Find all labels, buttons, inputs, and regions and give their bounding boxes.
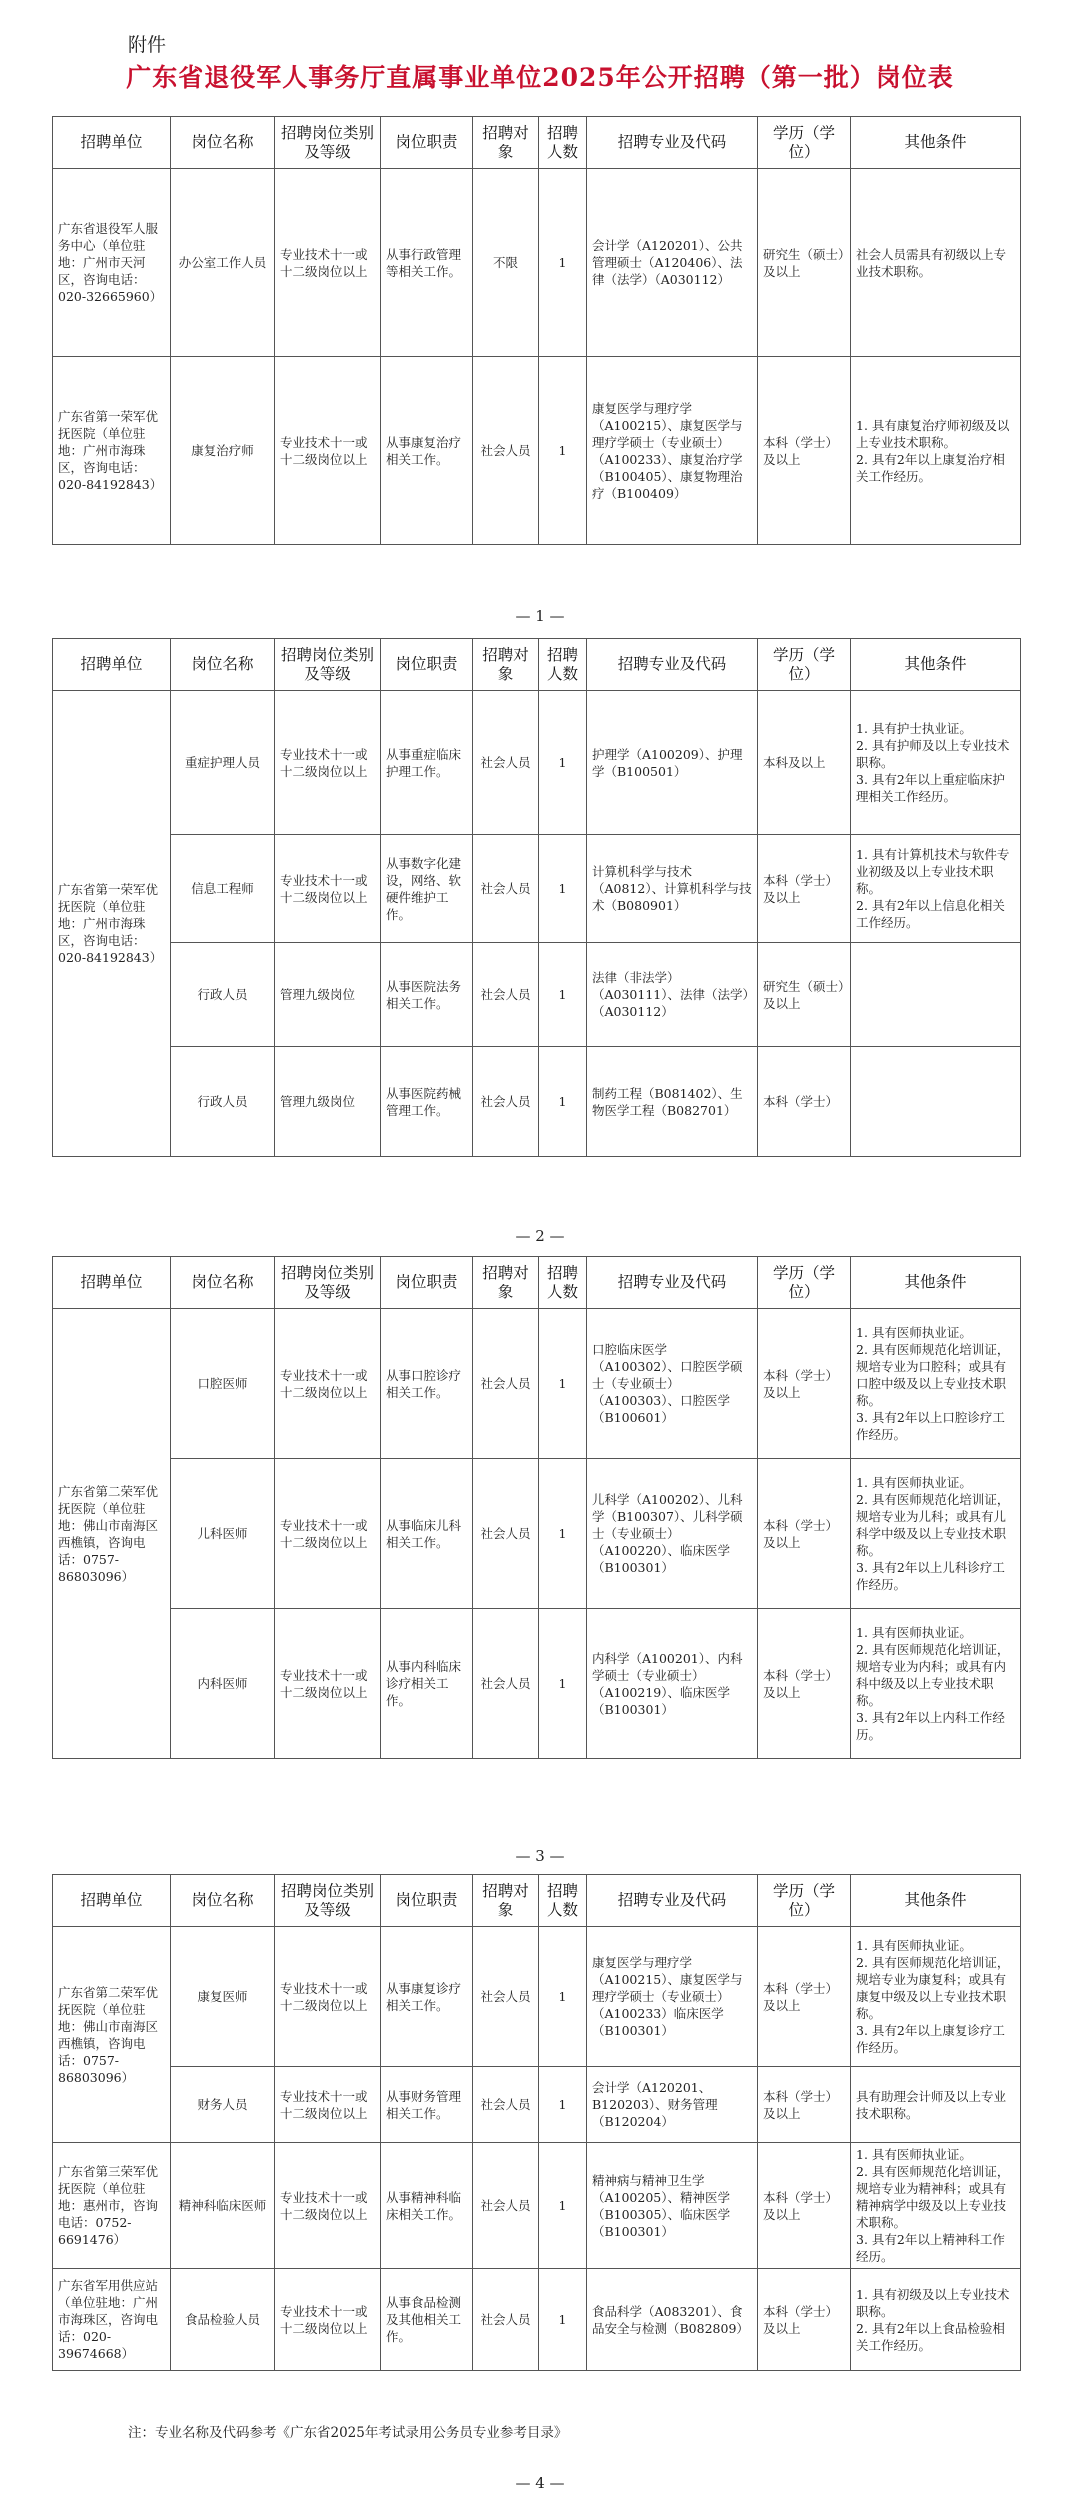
major-and-code: 护理学（A100209）、护理学（B100501） — [587, 691, 758, 835]
recruit-count: 1 — [539, 2067, 587, 2143]
major-and-code: 儿科学（A100202）、儿科学（B100307）、儿科学硕士（专业硕士）（A100220）、临床医学（B100301） — [587, 1459, 758, 1609]
header-duty: 岗位职责 — [381, 117, 473, 169]
job-table-page-3 — [52, 1256, 1021, 1759]
page-number-4: — 4 — — [515, 2474, 565, 2492]
post-category: 专业技术十一或十二级岗位以上 — [275, 835, 381, 943]
post-category: 专业技术十一或十二级岗位以上 — [275, 691, 381, 835]
table-row — [53, 691, 1021, 835]
post-name: 行政人员 — [171, 943, 275, 1047]
degree: 本科（学士）及以上 — [758, 1609, 851, 1759]
recruit-target: 不限 — [473, 169, 539, 357]
post-category: 专业技术十一或十二级岗位以上 — [275, 2269, 381, 2371]
recruit-count: 1 — [539, 1047, 587, 1157]
table-row — [53, 2269, 1021, 2371]
post-duty: 从事康复诊疗相关工作。 — [381, 1927, 473, 2067]
post-duty: 从事行政管理等相关工作。 — [381, 169, 473, 357]
page-number-2: — 2 — — [515, 1227, 565, 1245]
major-and-code: 精神病与精神卫生学（A100205）、精神医学（B100305）、临床医学（B100301） — [587, 2143, 758, 2269]
table-row — [53, 1459, 1021, 1609]
post-duty: 从事重症临床护理工作。 — [381, 691, 473, 835]
post-name: 食品检验人员 — [171, 2269, 275, 2371]
post-duty: 从事数字化建设，网络、软硬件维护工作。 — [381, 835, 473, 943]
header-degree: 学历（学位） — [758, 1875, 851, 1927]
post-name: 行政人员 — [171, 1047, 275, 1157]
degree: 本科（学士）及以上 — [758, 2143, 851, 2269]
job-table-page-4 — [52, 1874, 1021, 2371]
recruit-count: 1 — [539, 357, 587, 545]
header-other: 其他条件 — [851, 1257, 1021, 1309]
degree: 研究生（硕士）及以上 — [758, 169, 851, 357]
major-and-code: 会计学（A120201、B120203）、财务管理（B120204） — [587, 2067, 758, 2143]
post-category: 专业技术十一或十二级岗位以上 — [275, 1609, 381, 1759]
other-conditions: 1. 具有护士执业证。 2. 具有护师及以上专业技术职称。 3. 具有2年以上重症临床护理相关工作经历。 — [851, 691, 1021, 835]
header-degree: 学历（学位） — [758, 117, 851, 169]
recruiting-unit: 广东省第二荣军优抚医院（单位驻地：佛山市南海区西樵镇，咨询电话：0757-86803096） — [53, 1927, 171, 2143]
footnote: 注：专业名称及代码参考《广东省2025年考试录用公务员专业参考目录》 — [128, 2425, 568, 2441]
recruit-count: 1 — [539, 943, 587, 1047]
other-conditions: 具有助理会计师及以上专业技术职称。 — [851, 2067, 1021, 2143]
post-name: 儿科医师 — [171, 1459, 275, 1609]
header-unit: 招聘单位 — [53, 1257, 171, 1309]
job-table-page-2 — [52, 638, 1021, 1157]
other-conditions: 1. 具有医师执业证。 2. 具有医师规范化培训证，规培专业为儿科；或具有儿科学中级及以上专业技术职称。 3. 具有2年以上儿科诊疗工作经历。 — [851, 1459, 1021, 1609]
degree: 本科（学士） — [758, 1047, 851, 1157]
recruit-target: 社会人员 — [473, 1309, 539, 1459]
recruit-count: 1 — [539, 1927, 587, 2067]
degree: 本科（学士）及以上 — [758, 2067, 851, 2143]
recruit-target: 社会人员 — [473, 2269, 539, 2371]
recruiting-unit: 广东省第一荣军优抚医院（单位驻地：广州市海珠区，咨询电话：020-84192843） — [53, 357, 171, 545]
header-post: 岗位名称 — [171, 1257, 275, 1309]
post-category: 专业技术十一或十二级岗位以上 — [275, 2143, 381, 2269]
post-name: 重症护理人员 — [171, 691, 275, 835]
header-post: 岗位名称 — [171, 639, 275, 691]
other-conditions — [851, 943, 1021, 1047]
degree: 研究生（硕士）及以上 — [758, 943, 851, 1047]
recruit-target: 社会人员 — [473, 691, 539, 835]
table-row — [53, 1609, 1021, 1759]
post-duty: 从事口腔诊疗相关工作。 — [381, 1309, 473, 1459]
post-name: 康复医师 — [171, 1927, 275, 2067]
major-and-code: 内科学（A100201）、内科学硕士（专业硕士）（A100219）、临床医学（B100301） — [587, 1609, 758, 1759]
recruit-target: 社会人员 — [473, 1927, 539, 2067]
header-major: 招聘专业及代码 — [587, 117, 758, 169]
post-duty: 从事财务管理相关工作。 — [381, 2067, 473, 2143]
header-unit: 招聘单位 — [53, 1875, 171, 1927]
page-number-3: — 3 — — [515, 1847, 565, 1865]
recruit-target: 社会人员 — [473, 357, 539, 545]
recruit-target: 社会人员 — [473, 1459, 539, 1609]
header-duty: 岗位职责 — [381, 1875, 473, 1927]
header-other: 其他条件 — [851, 117, 1021, 169]
post-name: 信息工程师 — [171, 835, 275, 943]
other-conditions: 1. 具有康复治疗师初级及以上专业技术职称。 2. 具有2年以上康复治疗相关工作经历。 — [851, 357, 1021, 545]
recruiting-unit: 广东省第二荣军优抚医院（单位驻地：佛山市南海区西樵镇，咨询电话：0757-86803096） — [53, 1309, 171, 1759]
recruiting-unit: 广东省第一荣军优抚医院（单位驻地：广州市海珠区，咨询电话：020-84192843） — [53, 691, 171, 1157]
header-count: 招聘人数 — [539, 1875, 587, 1927]
recruit-count: 1 — [539, 169, 587, 357]
post-name: 内科医师 — [171, 1609, 275, 1759]
post-duty: 从事食品检测及其他相关工作。 — [381, 2269, 473, 2371]
header-major: 招聘专业及代码 — [587, 1875, 758, 1927]
header-major: 招聘专业及代码 — [587, 1257, 758, 1309]
degree: 本科（学士）及以上 — [758, 1927, 851, 2067]
degree: 本科（学士）及以上 — [758, 1309, 851, 1459]
recruit-count: 1 — [539, 2269, 587, 2371]
table-row — [53, 2067, 1021, 2143]
header-category: 招聘岗位类别及等级 — [275, 1257, 381, 1309]
recruiting-unit: 广东省第三荣军优抚医院（单位驻地：惠州市，咨询电话：0752-6691476） — [53, 2143, 171, 2269]
post-category: 专业技术十一或十二级岗位以上 — [275, 169, 381, 357]
other-conditions — [851, 1047, 1021, 1157]
table-row — [53, 943, 1021, 1047]
other-conditions: 1. 具有初级及以上专业技术职称。 2. 具有2年以上食品检验相关工作经历。 — [851, 2269, 1021, 2371]
header-category: 招聘岗位类别及等级 — [275, 639, 381, 691]
table-row — [53, 1309, 1021, 1459]
recruit-count: 1 — [539, 835, 587, 943]
recruit-count: 1 — [539, 1609, 587, 1759]
post-name: 精神科临床医师 — [171, 2143, 275, 2269]
header-target: 招聘对象 — [473, 639, 539, 691]
attachment-label: 附件 — [128, 34, 167, 56]
post-duty: 从事精神科临床相关工作。 — [381, 2143, 473, 2269]
header-target: 招聘对象 — [473, 117, 539, 169]
header-unit: 招聘单位 — [53, 639, 171, 691]
header-target: 招聘对象 — [473, 1257, 539, 1309]
recruit-count: 1 — [539, 1459, 587, 1609]
post-category: 专业技术十一或十二级岗位以上 — [275, 1459, 381, 1609]
recruit-count: 1 — [539, 691, 587, 835]
major-and-code: 计算机科学与技术（A0812）、计算机科学与技术（B080901） — [587, 835, 758, 943]
recruit-target: 社会人员 — [473, 1609, 539, 1759]
header-degree: 学历（学位） — [758, 1257, 851, 1309]
header-other: 其他条件 — [851, 639, 1021, 691]
other-conditions: 社会人员需具有初级以上专业技术职称。 — [851, 169, 1021, 357]
header-category: 招聘岗位类别及等级 — [275, 1875, 381, 1927]
post-category: 管理九级岗位 — [275, 1047, 381, 1157]
post-category: 专业技术十一或十二级岗位以上 — [275, 2067, 381, 2143]
major-and-code: 康复医学与理疗学（A100215）、康复医学与理疗学硕士（专业硕士）（A100233）、康复治疗学（B100405）、康复物理治疗（B100409） — [587, 357, 758, 545]
page-number-1: — 1 — — [515, 607, 565, 625]
other-conditions: 1. 具有计算机技术与软件专业初级及以上专业技术职称。 2. 具有2年以上信息化相关工作经历。 — [851, 835, 1021, 943]
table-row — [53, 169, 1021, 357]
table-row — [53, 835, 1021, 943]
major-and-code: 法律（非法学）（A030111）、法律（法学）（A030112） — [587, 943, 758, 1047]
degree: 本科（学士）及以上 — [758, 835, 851, 943]
post-name: 康复治疗师 — [171, 357, 275, 545]
other-conditions: 1. 具有医师执业证。 2. 具有医师规范化培训证，规培专业为精神科；或具有精神病学中级及以上专业技术职称。 3. 具有2年以上精神科工作经历。 — [851, 2143, 1021, 2269]
header-duty: 岗位职责 — [381, 639, 473, 691]
post-duty: 从事内科临床诊疗相关工作。 — [381, 1609, 473, 1759]
post-name: 财务人员 — [171, 2067, 275, 2143]
recruit-target: 社会人员 — [473, 943, 539, 1047]
table-row — [53, 357, 1021, 545]
header-post: 岗位名称 — [171, 1875, 275, 1927]
recruiting-unit: 广东省退役军人服务中心（单位驻地：广州市天河区，咨询电话：020-32665960） — [53, 169, 171, 357]
post-name: 办公室工作人员 — [171, 169, 275, 357]
major-and-code: 制药工程（B081402）、生物医学工程（B082701） — [587, 1047, 758, 1157]
recruit-count: 1 — [539, 1309, 587, 1459]
degree: 本科（学士）及以上 — [758, 357, 851, 545]
post-duty: 从事康复治疗相关工作。 — [381, 357, 473, 545]
header-other: 其他条件 — [851, 1875, 1021, 1927]
recruit-target: 社会人员 — [473, 2143, 539, 2269]
post-category: 专业技术十一或十二级岗位以上 — [275, 357, 381, 545]
header-count: 招聘人数 — [539, 117, 587, 169]
major-and-code: 会计学（A120201）、公共管理硕士（A120406）、法律（法学）（A030112） — [587, 169, 758, 357]
header-count: 招聘人数 — [539, 639, 587, 691]
table-row — [53, 2143, 1021, 2269]
header-duty: 岗位职责 — [381, 1257, 473, 1309]
degree: 本科及以上 — [758, 691, 851, 835]
post-category: 管理九级岗位 — [275, 943, 381, 1047]
major-and-code: 康复医学与理疗学（A100215）、康复医学与理疗学硕士（专业硕士）（A100233）临床医学（B100301） — [587, 1927, 758, 2067]
post-duty: 从事医院法务相关工作。 — [381, 943, 473, 1047]
header-unit: 招聘单位 — [53, 117, 171, 169]
recruiting-unit: 广东省军用供应站（单位驻地：广州市海珠区，咨询电话：020-39674668） — [53, 2269, 171, 2371]
table-row — [53, 1927, 1021, 2067]
header-degree: 学历（学位） — [758, 639, 851, 691]
post-name: 口腔医师 — [171, 1309, 275, 1459]
header-major: 招聘专业及代码 — [587, 639, 758, 691]
table-row — [53, 1047, 1021, 1157]
recruit-count: 1 — [539, 2143, 587, 2269]
post-category: 专业技术十一或十二级岗位以上 — [275, 1309, 381, 1459]
degree: 本科（学士）及以上 — [758, 2269, 851, 2371]
major-and-code: 食品科学（A083201）、食品安全与检测（B082809） — [587, 2269, 758, 2371]
degree: 本科（学士）及以上 — [758, 1459, 851, 1609]
recruit-target: 社会人员 — [473, 2067, 539, 2143]
other-conditions: 1. 具有医师执业证。 2. 具有医师规范化培训证，规培专业为口腔科；或具有口腔中级及以上专业技术职称。 3. 具有2年以上口腔诊疗工作经历。 — [851, 1309, 1021, 1459]
recruit-target: 社会人员 — [473, 835, 539, 943]
header-count: 招聘人数 — [539, 1257, 587, 1309]
job-table-page-1 — [52, 116, 1021, 545]
document-title: 广东省退役军人事务厅直属事业单位2025年公开招聘（第一批）岗位表 — [126, 63, 954, 92]
header-target: 招聘对象 — [473, 1875, 539, 1927]
other-conditions: 1. 具有医师执业证。 2. 具有医师规范化培训证，规培专业为康复科；或具有康复中级及以上专业技术职称。 3. 具有2年以上康复诊疗工作经历。 — [851, 1927, 1021, 2067]
recruit-target: 社会人员 — [473, 1047, 539, 1157]
major-and-code: 口腔临床医学（A100302）、口腔医学硕士（专业硕士）（A100303）、口腔医学（B100601） — [587, 1309, 758, 1459]
post-duty: 从事临床儿科相关工作。 — [381, 1459, 473, 1609]
header-post: 岗位名称 — [171, 117, 275, 169]
post-duty: 从事医院药械管理工作。 — [381, 1047, 473, 1157]
other-conditions: 1. 具有医师执业证。 2. 具有医师规范化培训证，规培专业为内科；或具有内科中级及以上专业技术职称。 3. 具有2年以上内科工作经历。 — [851, 1609, 1021, 1759]
post-category: 专业技术十一或十二级岗位以上 — [275, 1927, 381, 2067]
header-category: 招聘岗位类别及等级 — [275, 117, 381, 169]
